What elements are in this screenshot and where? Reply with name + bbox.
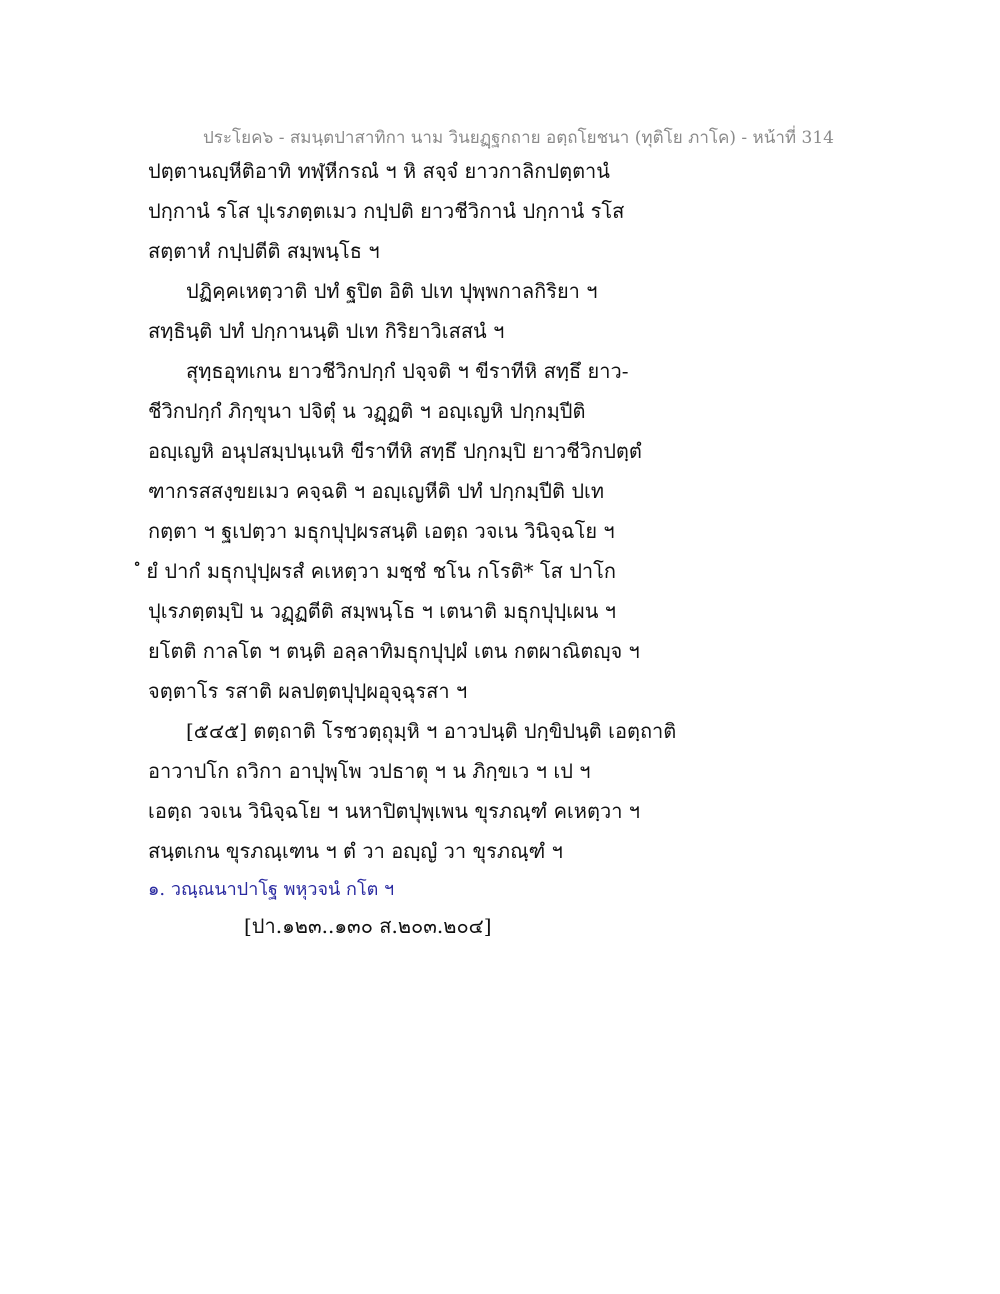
text-line: ชีวิกปกฺกํ ภิกฺขุนา ปจิตุํ น วฏฺฏติ ฯ อญฺเญหิ ปกฺกมฺปีติ bbox=[148, 399, 586, 423]
text-line: สทฺธินฺติ ปทํ ปกฺกานนฺติ ปเท กิริยาวิเสสนํ ฯ bbox=[148, 319, 505, 343]
text-line: สนฺตเกน ขุรภณฺเฑน ฯ ตํ วา อญฺญํ วา ขุรภณฺฑํ ฯ bbox=[148, 839, 563, 863]
text-line: สตฺตาหํ กปฺปตีติ สมฺพนฺโธ ฯ bbox=[148, 239, 380, 263]
text-line: [๕๔๕] ตตฺถาติ โรชวตฺถุมฺหิ ฯ อาวปนฺติ ปกฺขิปนฺติ เอตฺถาติ bbox=[186, 719, 677, 743]
text-line: ปกฺกานํ รโส ปุเรภตฺตเมว กปฺปติ ยาวชีวิกานํ ปกฺกานํ รโส bbox=[148, 199, 625, 223]
text-line: ฑากรสสงฺขยเมว คจฺฉติ ฯ อญฺเญหีติ ปทํ ปกฺกมฺปีติ ปเท bbox=[148, 479, 605, 503]
text-line: ํ ยํ ปากํ มธุกปุปฺผรสํ คเหตฺวา มชฺชํ ชโน กโรติ* โส ปาโก bbox=[140, 559, 617, 583]
text-line: เอตฺถ วจเน วินิจฺฉโย ฯ นหาปิตปุพฺเพน ขุรภณฺฑํ คเหตฺวา ฯ bbox=[148, 799, 641, 823]
reference-note: [ปา.๑๒๓..๑๓๐ ส.๒๐๓.๒๐๔] bbox=[244, 914, 492, 938]
footnote: ๑. วณฺณนาปาโฐ พหุวจนํ กโต ฯ bbox=[148, 879, 395, 900]
page-header: ประโยค๖ - สมนฺตปาสาทิกา นาม วินยฏฺฐกถาย อตฺถโยชนา (ทุติโย ภาโค) - หน้าที่ 314 bbox=[203, 128, 834, 148]
text-line: ปตฺตานญฺหีติอาทิ ทฬฺหีกรณํ ฯ หิ สจฺจํ ยาวกาลิกปตฺตานํ bbox=[148, 159, 610, 183]
text-line: ยโตติ กาลโต ฯ ตนฺติ อลฺลาทิมธุกปุปฺผํ เตน กตผาณิตญฺจ ฯ bbox=[148, 639, 640, 663]
text-line: กตฺตา ฯ ฐเปตฺวา มธุกปุปฺผรสนฺติ เอตฺถ วจเน วินิจฺฉโย ฯ bbox=[148, 519, 615, 543]
text-line: อญฺเญหิ อนุปสมฺปนฺเนหิ ขีราทีหิ สทฺธึ ปกฺกมฺปิ ยาวชีวิกปตฺตํ bbox=[148, 439, 642, 463]
text-line: สุทฺธอุทเกน ยาวชีวิกปกฺกํ ปจฺจติ ฯ ขีราทีหิ สทฺธึ ยาว- bbox=[186, 359, 629, 383]
text-line: จตฺตาโร รสาติ ผลปตฺตปุปฺผอุจฺฉุรสา ฯ bbox=[148, 679, 468, 703]
text-line: อาวาปโก ถวิกา อาปุพฺโพ วปธาตุ ฯ น ภิกฺขเว ฯ เป ฯ bbox=[148, 759, 591, 783]
text-line: ปฏิคฺคเหตฺวาติ ปทํ ฐปิต อิติ ปเท ปุพฺพกาลกิริยา ฯ bbox=[186, 279, 598, 303]
text-line: ปุเรภตฺตมฺปิ น วฏฺฏตีติ สมฺพนฺโธ ฯ เตนาติ มธุกปุปฺเผน ฯ bbox=[148, 599, 617, 623]
